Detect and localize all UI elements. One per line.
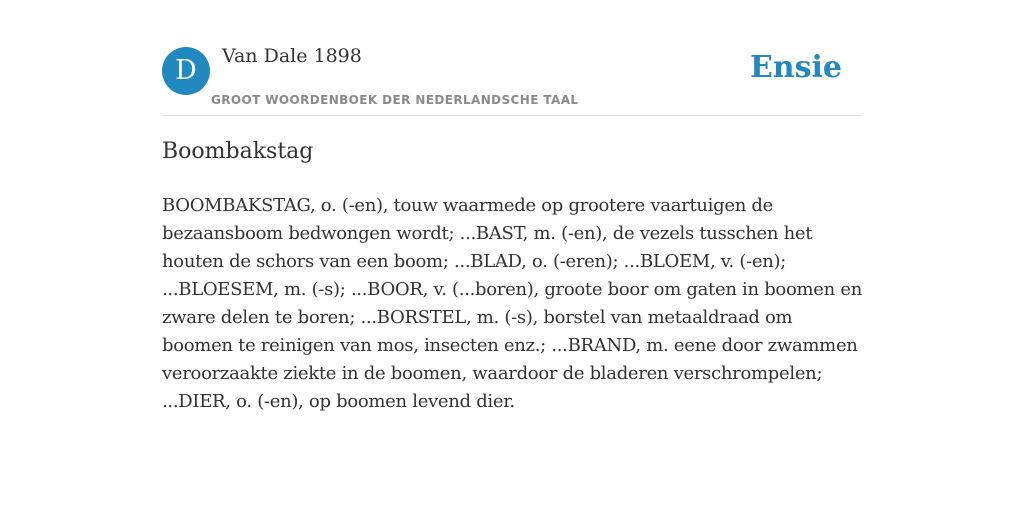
source-avatar: D xyxy=(162,47,210,95)
entry-body: BOOMBAKSTAG, o. (-en), touw waarmede op grootere vaartuigen de bezaansboom bedwongen wordt; ...BAST, m. (-en), de vezels tusschen het houten de schors van een boom; ...BLAD, o. (-eren); ...BLOEM, v. (-en); ...BLOESEM, m. (-s); ...BOOR, v. (...boren), groote boor om gaten in boomen en zware delen te boren; ...BORSTEL, m. (-s), borstel van metaaldraad om boomen te reinigen van mos, insecten enz.; ...BRAND, m. eene door zwammen veroorzaakte ziekte in de boomen, waardoor de bladeren verschrompelen; ...DIER, o. (-en), op boomen levend dier. xyxy=(162,195,862,412)
source-subtitle: GROOT WOORDENBOEK DER NEDERLANDSCHE TAAL xyxy=(211,93,579,107)
entry-title: Boombakstag xyxy=(162,139,314,164)
brand-logo[interactable]: Ensie xyxy=(749,50,842,85)
header-divider xyxy=(162,115,862,116)
source-title[interactable]: Van Dale 1898 xyxy=(222,45,362,67)
